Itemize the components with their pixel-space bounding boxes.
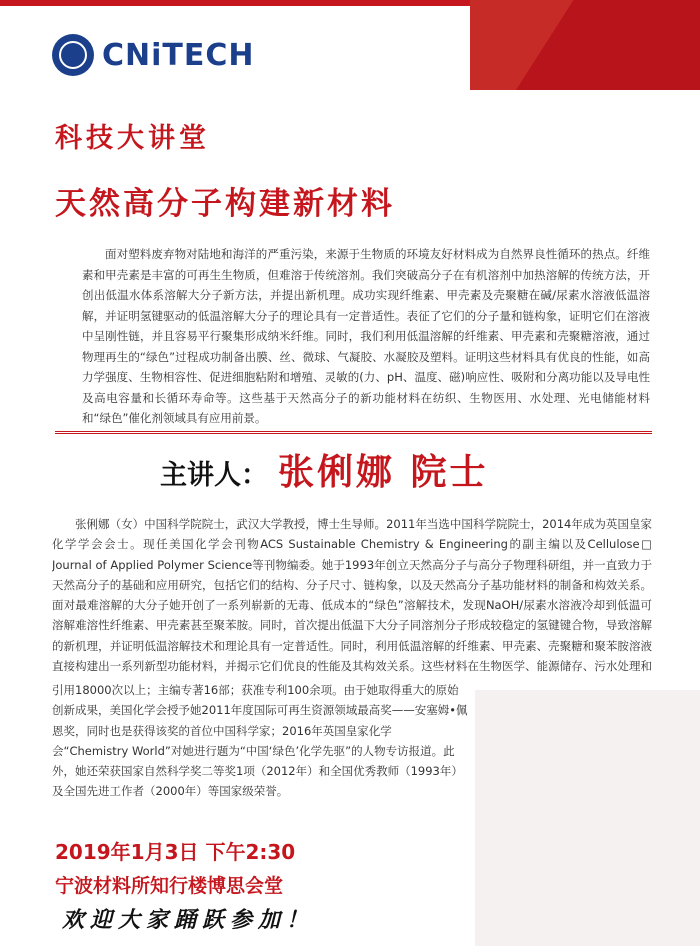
event-date-time: 2019年1月3日 下午2:30: [55, 840, 296, 864]
portrait-background: [475, 690, 700, 946]
speaker-label: 主讲人：: [160, 460, 268, 491]
welcome-slogan: 欢迎大家踊跃参加！: [62, 907, 315, 933]
speaker-portrait: [455, 690, 700, 946]
bio-paragraph: 张俐娜（女）中国科学院院士，武汉大学教授，博士生导师。2011年当选中国科学院院士，2014年成为英国皇家化学学会会士。现任美国化学会刊物ACS Sustainable Chemistry & Engineering的副主编以及Cellulose□ Journal of Applied Polymer Science等刊物编委。她于1993年创立天然高分子与高分子物理科研组，并一直致力于天然高分子的基础和应用研究，包括它们的结构、分子尺寸、链构象，以及天然高分子基功能材料的制备和构效关系。面对最难溶解的大分子她开创了一系列崭新的无毒、低成本的“绿色”溶解技术，发现NaOH/尿素水溶液冷却到低温可溶解难溶性纤维素、甲壳素甚至聚苯胺。同时，首次提出低温下大分子同溶剂分子形成较稳定的氢键键合物，导致溶解的新机理，并证明低温溶解技术和理论具有一定普适性。同时，利用低温溶解的纤维素、甲壳素、壳聚糖和聚苯胺溶液直接构建出一系列新型功能材料，并揭示它们优良的性能及其构效关系。这些材料在生物医学、能源储存、污水处理和: [52, 517, 652, 674]
emblem-icon: [52, 34, 94, 76]
bio-paragraph-continued: 引用18000次以上；主编专著16部；获准专利100余项。由于她取得重大的原始创新成果，美国化学会授予她2011年度国际可再生资源领域最高奖——安塞姆•佩恩奖，同时也是获得该奖的首位中国科学家；2016年英国皇家化学会“Chemistry World”对她进行题为“中国‘绿色’化学先驱”的人物专访报道。此外，她还荣获国家自然科学奖二等奖1项（2012年）和全国优秀教师（1993年）及全国先进工作者（2000年）等国家级荣誉。: [52, 683, 468, 799]
logo-text: CNiTECH: [102, 37, 255, 73]
event-venue: 宁波材料所知行楼博思会堂: [55, 875, 284, 897]
lecture-abstract: 面对塑料废弃物对陆地和海洋的严重污染，来源于生物质的环境友好材料成为自然界良性循环的热点。纤维素和甲壳素是丰富的可再生生物质，但难溶于传统溶剂。我们突破高分子在有机溶剂中加热溶解的传统方法，开创出低温水体系溶解大分子新方法，并提出新机理。成功实现纤维素、甲壳素及壳聚糖在碱/尿素水溶液低温溶解，并证明氢键驱动的低温溶解大分子的理论具有一定普适性。表征了它们的分子量和链构象，证明它们在溶液中呈刚性链，并且容易平行聚集形成纳米纤维。同时，我们利用低温溶解的纤维素、甲壳素和壳聚糖溶液，通过物理再生的“绿色”过程成功制备出膜、丝、微球、气凝胶、水凝胶及塑料。证明这些材料具有优良的性能，如高力学强度、生物相容性、促进细胞粘附和增殖、灵敏的(力、pH、温度、磁)响应性、吸附和分离功能以及导电性及高电容量和长循环寿命等。这些基于天然高分子的新功能材料在纺织、生物医用、水处理、光电储能材料和“绿色”催化剂领域具有应用前景。: [82, 247, 650, 425]
speaker-bio: [52, 514, 652, 680]
speaker-heading: [160, 444, 489, 493]
top-accent-line: [0, 0, 470, 6]
lecture-title: 天然高分子构建新材料: [55, 186, 395, 222]
speaker-name: 张俐娜 院士: [278, 452, 489, 493]
event-series-title: 科技大讲堂: [55, 123, 210, 154]
section-divider: [55, 431, 652, 434]
logo: [52, 34, 255, 76]
